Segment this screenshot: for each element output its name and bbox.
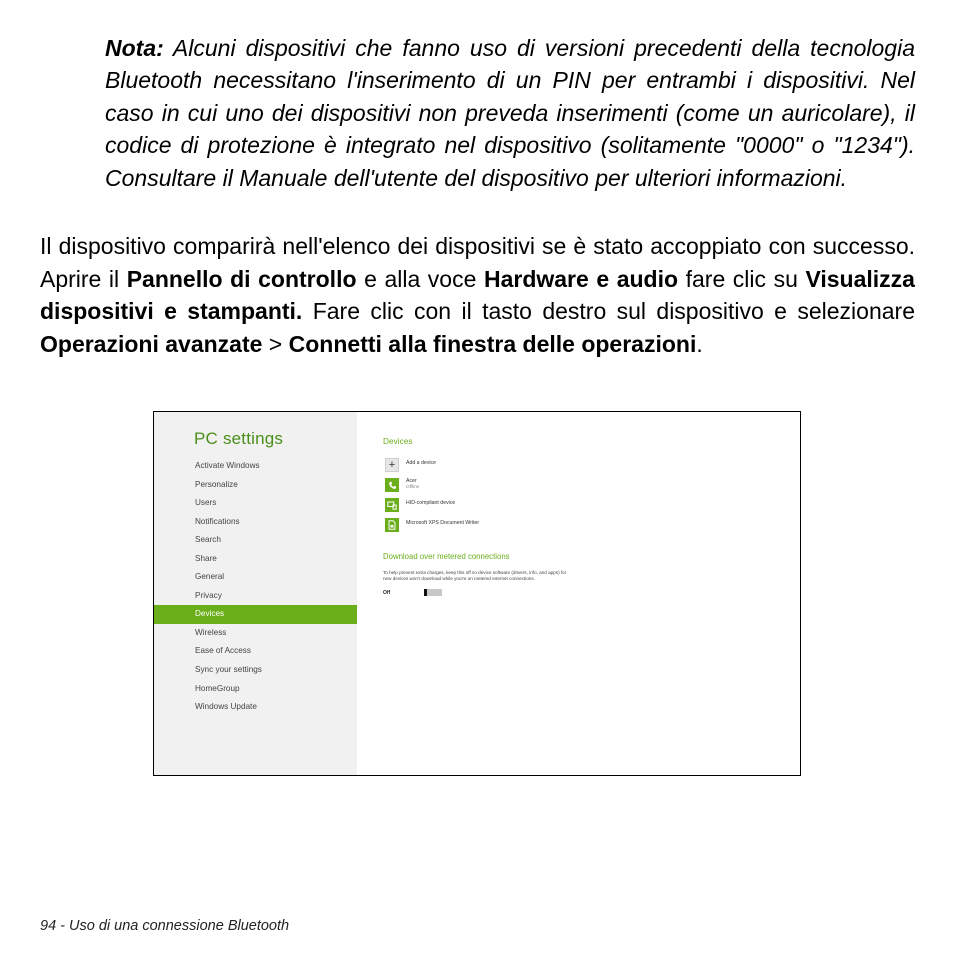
- para-bold-view-devices: Visualizza dispositivi e stampanti.: [40, 265, 915, 325]
- page-footer: 94 - Uso di una connessione Bluetooth: [40, 918, 290, 934]
- device-label: Add a device: [406, 460, 436, 466]
- device-status: Offline: [406, 484, 420, 489]
- devices-section-title: Devices: [383, 436, 413, 446]
- menu-item-personalize[interactable]: Personalize: [195, 479, 238, 489]
- note-text: Alcuni dispositivi che fanno uso di versioni precedenti della tecnologia Bluetooth necessitano l'inserimento di un PIN per entrambi i dispositivi. Nel caso in cui uno dei dispositivi non preveda inserimenti (come un auricolare), il codice di protezione è integrato nel dispositivo (solitamente "0000" o "1234"). Consultare il Manuale dell'utente del dispositivo per ulteriori informazioni.: [105, 35, 915, 191]
- para-text-6: .: [696, 330, 703, 357]
- body-paragraph: [40, 230, 915, 360]
- toggle-knob: [424, 589, 427, 596]
- note-label: Nota:: [105, 35, 164, 61]
- device-label: Microsoft XPS Document Writer: [406, 520, 480, 526]
- menu-item-privacy[interactable]: Privacy: [195, 590, 222, 600]
- menu-item-share[interactable]: Share: [195, 553, 217, 563]
- pc-settings-menu: [154, 457, 357, 717]
- metered-download-description: To help prevent extra charges, keep this off so device software (drivers, info, and apps) for new devices won't download while you're on metered Internet connections.: [383, 570, 567, 581]
- pc-settings-sidebar: [154, 412, 357, 775]
- menu-item-users[interactable]: Users: [195, 498, 217, 508]
- phone-icon: [385, 478, 399, 492]
- para-text-5: >: [262, 330, 289, 357]
- para-text-2: e alla voce: [356, 265, 484, 292]
- device-label: Acer: [406, 478, 417, 484]
- pc-settings-title: PC settings: [194, 429, 284, 448]
- menu-item-homegroup[interactable]: HomeGroup: [195, 683, 240, 693]
- metered-download-toggle[interactable]: [424, 589, 442, 596]
- note-block: [105, 32, 915, 194]
- menu-item-general[interactable]: General: [195, 572, 225, 582]
- para-text-4: Fare clic con il tasto destro sul dispositivo e selezionare: [302, 298, 915, 325]
- para-text-3: fare clic su: [678, 265, 806, 292]
- menu-item-notifications[interactable]: Notifications: [195, 516, 240, 526]
- device-label: HID-compliant device: [406, 500, 456, 506]
- para-bold-hardware-audio: Hardware e audio: [483, 265, 679, 292]
- para-bold-advanced-ops: Operazioni avanzate: [40, 330, 263, 357]
- plus-icon: +: [385, 458, 399, 472]
- menu-item-windows-update[interactable]: Windows Update: [195, 702, 257, 712]
- printer-document-icon: [385, 518, 399, 532]
- hid-device-icon: [385, 498, 399, 512]
- para-bold-control-panel: Pannello di controllo: [126, 265, 357, 292]
- para-text-1: Il dispositivo comparirà nell'elenco dei dispositivi se è stato accoppiato con successo. Aprire il: [40, 233, 915, 292]
- menu-item-devices[interactable]: Devices: [154, 605, 357, 624]
- menu-item-activate-windows[interactable]: Activate Windows: [195, 461, 260, 470]
- menu-item-search[interactable]: Search: [195, 535, 221, 545]
- devices-panel: [383, 436, 783, 596]
- toggle-state-label: Off: [383, 590, 391, 596]
- menu-item-sync-settings[interactable]: Sync your settings: [195, 665, 262, 675]
- para-bold-connect-window: Connetti alla finestra delle operazioni: [288, 330, 697, 357]
- pc-settings-screenshot: [153, 411, 801, 776]
- metered-download-title: Download over metered connections: [383, 552, 510, 561]
- menu-item-wireless[interactable]: Wireless: [195, 627, 227, 637]
- menu-item-ease-of-access[interactable]: Ease of Access: [195, 646, 251, 656]
